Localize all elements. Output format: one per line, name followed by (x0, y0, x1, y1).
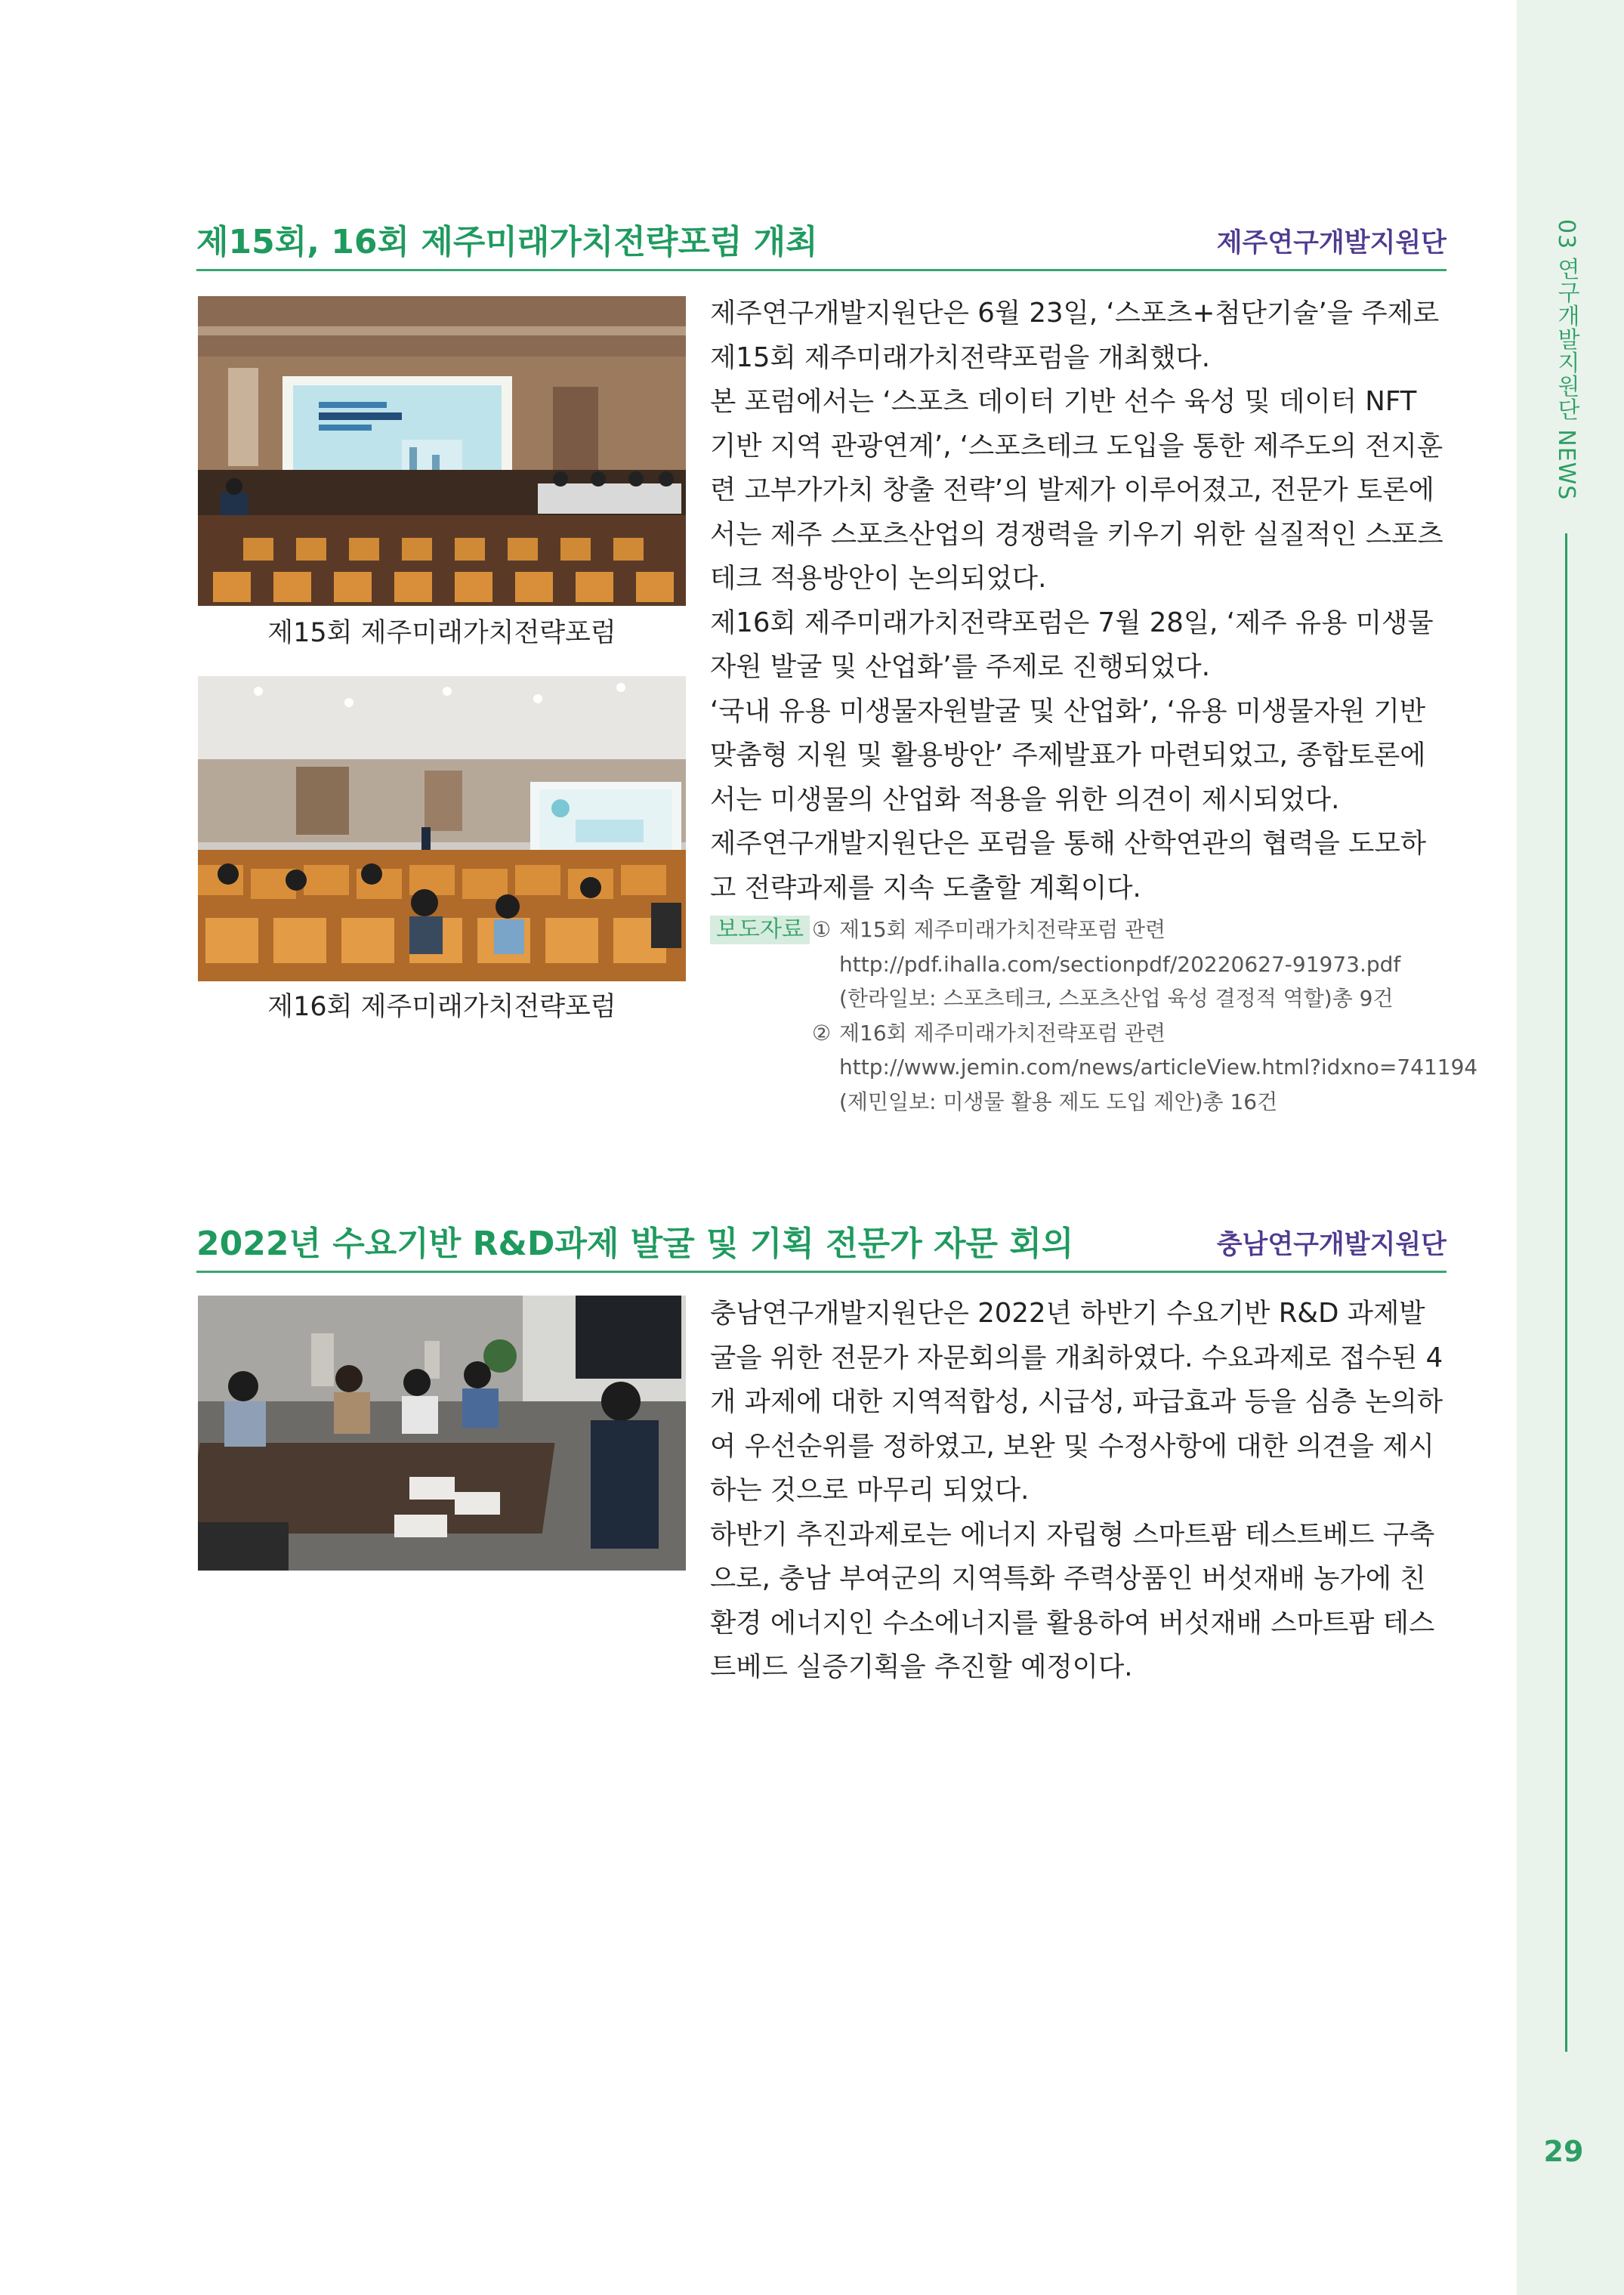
section1-title: 제15회, 16회 제주미래가치전략포럼 개최 (196, 223, 818, 261)
section2-paragraph: 하반기 추진과제로는 에너지 자립형 스마트팜 테스트베드 구축으로, 충남 부여군의 지역특화 주력상품인 버섯재배 농가에 친환경 에너지인 수소에너지를 활용하여 버섯재배 스마트팜 테스트베드 실증기획을 추진할 예정이다. (710, 1518, 1435, 1682)
section1-paragraph: 제주연구개발지원단은 포럼을 통해 산학연관의 협력을 도모하고 전략과제를 지속 도출할 계획이다. (710, 828, 1427, 903)
press-item-url[interactable]: http://www.jemin.com/news/articleView.html?idxno=741194 (839, 1055, 1478, 1080)
page-number: 29 (1543, 2135, 1584, 2168)
section1-header (196, 196, 1446, 271)
forum15-caption: 제15회 제주미래가치전략포럼 (267, 618, 616, 648)
press-list (812, 913, 1478, 1119)
press-item-note: (한라일보: 스포츠테크, 스포츠산업 육성 결정적 역할)총 9건 (839, 986, 1394, 1011)
section2-paragraph: 충남연구개발지원단은 2022년 하반기 수요기반 R&D 과제발굴을 위한 전문가 자문회의를 개최하였다. 수요과제로 접수된 4개 과제에 대한 지역적합성, 시급성, 파급효과 등을 심층 논의하여 우선순위를 정하였고, 보완 및 수정사항에 대한 의견을 제시하는 것으로 마무리 되었다. (710, 1298, 1443, 1506)
forum16-caption: 제16회 제주미래가치전략포럼 (267, 992, 616, 1022)
press-item (812, 1016, 1478, 1120)
meeting-photo (198, 1296, 686, 1571)
section-label: 03 연구개발지원단 NEWS (1553, 219, 1579, 501)
section2-header (196, 1198, 1446, 1273)
section1-paragraph: 제주연구개발지원단은 6월 23일, ‘스포츠+첨단기술’을 주제로 제15회 제주미래가치전략포럼을 개최했다. (710, 298, 1440, 373)
press-item (812, 913, 1446, 1016)
press-item-title: 제16회 제주미래가치전략포럼 관련 (839, 1020, 1166, 1046)
side-divider (1565, 533, 1567, 2052)
press-item-number: ① (812, 917, 832, 942)
press-badge: 보도자료 (710, 916, 810, 944)
section1-body (710, 292, 1446, 910)
press-item-url[interactable]: http://pdf.ihalla.com/sectionpdf/20220627-91973.pdf (839, 951, 1401, 977)
press-item-note: (제민일보: 미생물 활용 제도 도입 제안)총 16건 (839, 1089, 1278, 1114)
forum16-photo (198, 676, 686, 981)
section1-paragraph: ‘국내 유용 미생물자원발굴 및 산업화’, ‘유용 미생물자원 기반 맞춤형 지원 및 활용방안’ 주제발표가 마련되었고, 종합토론에서는 미생물의 산업화 적용을 위한 의견이 제시되었다. (710, 695, 1426, 815)
press-item-title: 제15회 제주미래가치전략포럼 관련 (839, 917, 1166, 942)
section1-org: 제주연구개발지원단 (1216, 228, 1446, 258)
section2-body (710, 1292, 1446, 1690)
forum15-photo (198, 296, 686, 606)
section2-org: 충남연구개발지원단 (1216, 1230, 1446, 1260)
press-item-number: ② (812, 1020, 832, 1046)
section2-title: 2022년 수요기반 R&D과제 발굴 및 기획 전문가 자문 회의 (196, 1225, 1074, 1263)
section1-paragraph: 제16회 제주미래가치전략포럼은 7월 28일, ‘제주 유용 미생물자원 발굴 및 산업화’를 주제로 진행되었다. (710, 607, 1434, 682)
section1-paragraph: 본 포럼에서는 ‘스포츠 데이터 기반 선수 육성 및 데이터 NFT 기반 지역 관광연계’, ‘스포츠테크 도입을 통한 제주도의 전지훈련 고부가가치 창출 전략’의 발제가 이루어졌고, 전문가 토론에서는 제주 스포츠산업의 경쟁력을 키우기 위한 실질적인 스포츠테크 적용방안이 논의되었다. (710, 386, 1443, 594)
